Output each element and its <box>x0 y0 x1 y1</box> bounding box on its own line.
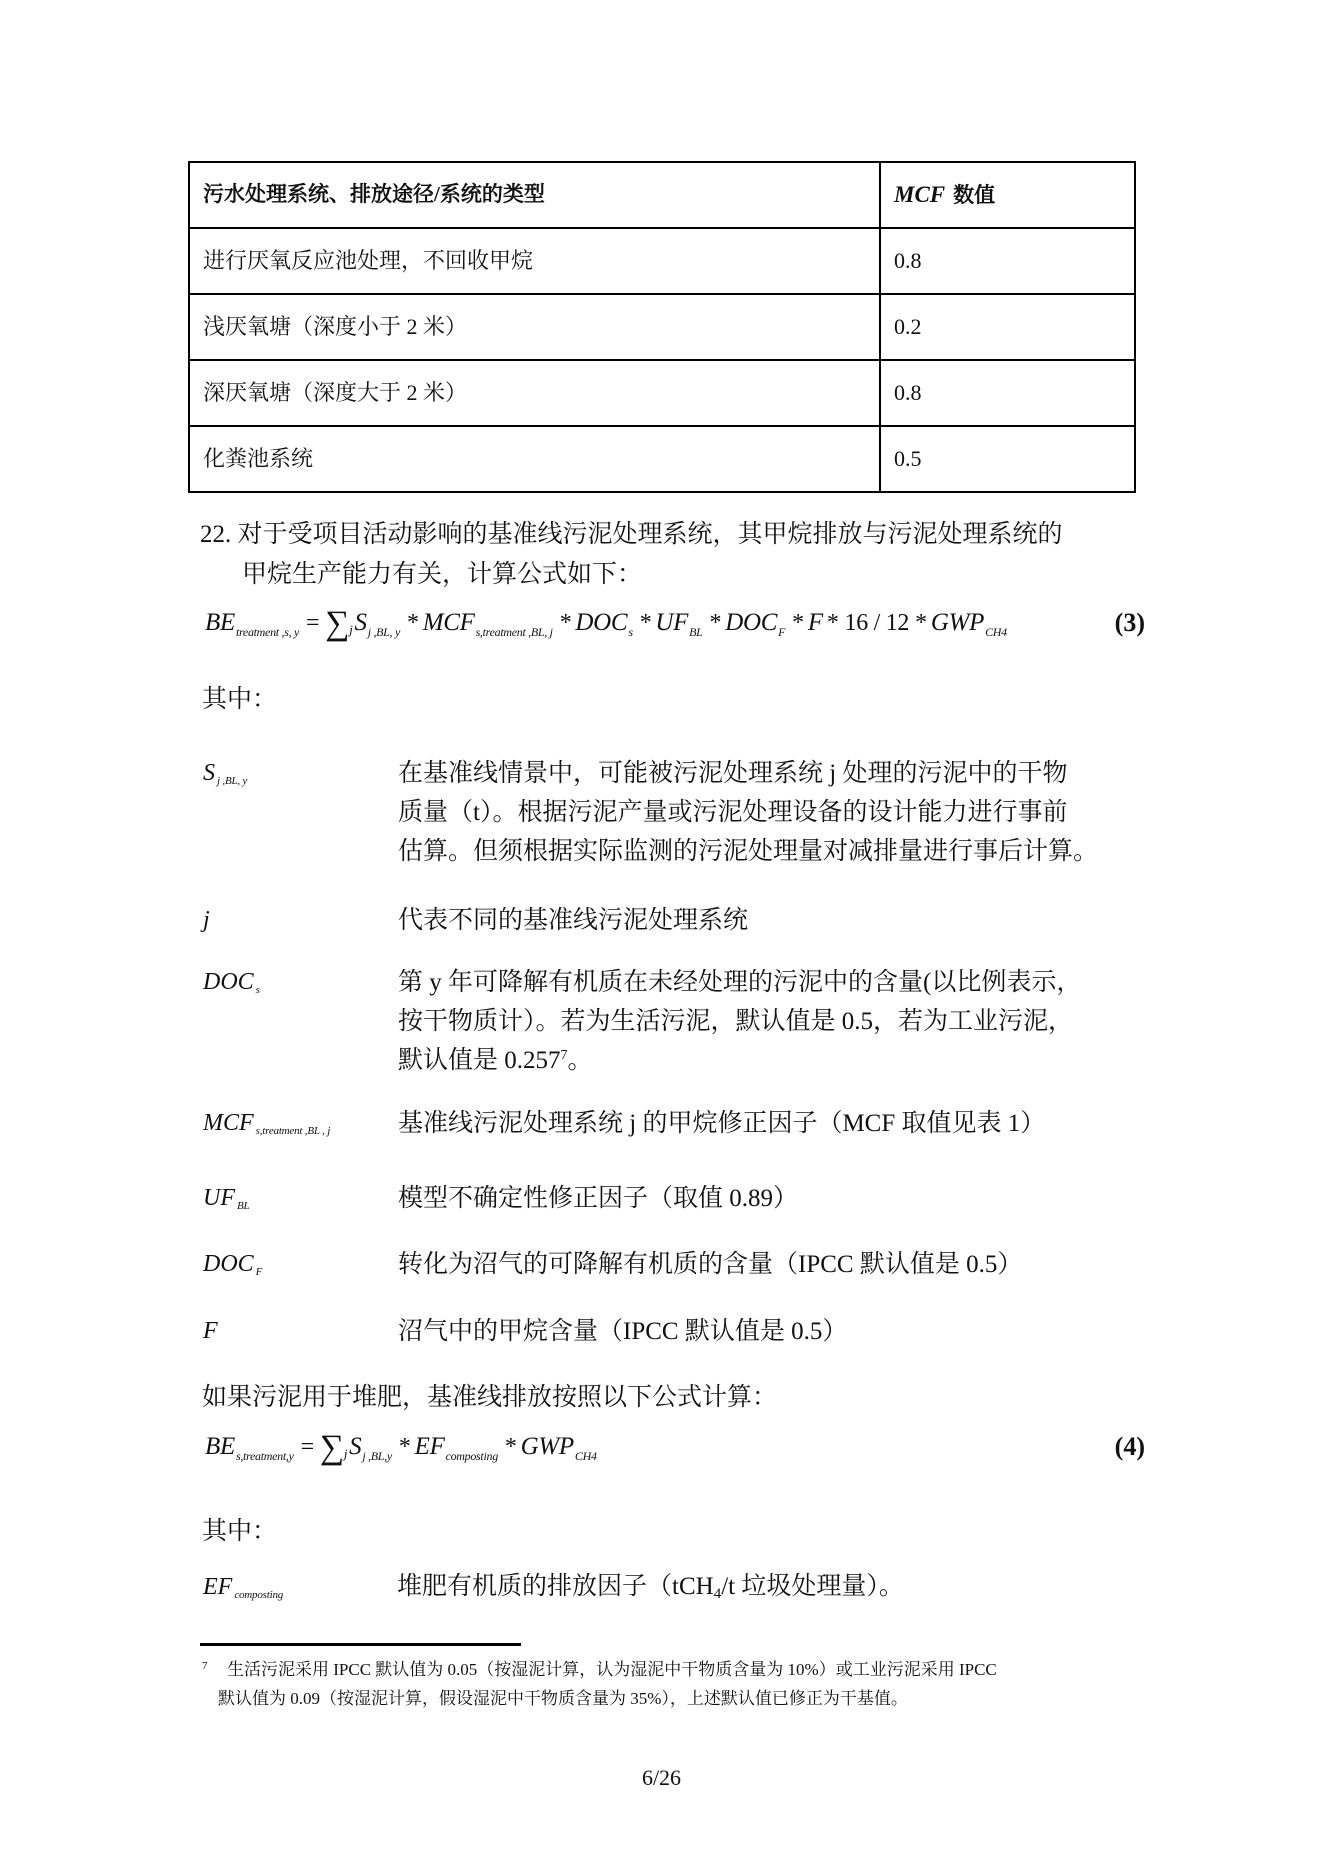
math-operator: * <box>826 610 839 636</box>
def-line: 质量（t）。根据污泥产量或污泥处理设备的设计能力进行事前 <box>398 799 1068 826</box>
math-symbol: UF <box>203 1185 235 1211</box>
footnote-line1-row: 7 生活污泥采用 IPCC 默认值为 0.05（按湿泥计算，认为湿泥中干物质含量为 10%）或工业污泥采用 IPCC <box>202 1660 997 1679</box>
table-row <box>189 360 1135 426</box>
math-symbol: DOC <box>203 1251 254 1277</box>
page-number: 6/26 <box>641 1765 682 1790</box>
header-mcf-value <box>880 162 1135 228</box>
math-symbol: S <box>354 609 367 636</box>
math-symbol: F <box>203 1318 218 1344</box>
math-subscript: CH4 <box>985 625 1007 639</box>
row-value: 0.5 <box>880 426 1135 492</box>
math-operator: = <box>306 610 320 636</box>
sigma-glyph: ∑ <box>319 1429 344 1466</box>
header-mcf-symbol: MCF <box>894 182 946 208</box>
math-subscript: CH4 <box>574 1449 597 1463</box>
math-symbol: S <box>203 760 215 786</box>
row-value: 0.8 <box>880 360 1135 426</box>
def-text-docs <box>398 963 1143 1080</box>
math-subscript: composting <box>234 1589 284 1601</box>
sigma-glyph: ∑ <box>325 605 350 642</box>
sigma-symbol <box>325 605 353 645</box>
math-operator: * <box>398 1434 411 1460</box>
math-operator: * <box>406 610 419 636</box>
math-symbol: EF <box>414 1433 445 1460</box>
formula-3 <box>205 605 1010 645</box>
math-subscript: BL <box>689 625 703 639</box>
mcf-table <box>188 161 1136 493</box>
math-symbol: EF <box>203 1574 233 1600</box>
row-type: 浅厌氧塘（深度小于 2 米） <box>189 294 880 360</box>
math-symbol: MCF <box>203 1110 254 1136</box>
def-text-docf <box>398 1245 1143 1284</box>
composting-intro: 如果污泥用于堆肥，基准线排放按照以下公式计算： <box>202 1384 778 1411</box>
def-line-text: 堆肥有机质的排放因子（tCH <box>397 1573 714 1600</box>
row-type: 化粪池系统 <box>189 426 880 492</box>
def-symbol-s <box>203 758 247 788</box>
formula-4-row <box>205 1429 1145 1488</box>
def-symbol-ef <box>203 1572 283 1602</box>
math-subscript: s <box>255 984 260 996</box>
header-type: 污水处理系统、排放途径/系统的类型 <box>189 162 880 228</box>
formula-4 <box>205 1429 600 1469</box>
def-line: 按干物质计）。若为生活污泥，默认值是 0.5，若为工业污泥， <box>398 1008 1074 1035</box>
math-subscript: treatment ,s, y <box>235 625 299 639</box>
math-symbol: S <box>349 1433 362 1460</box>
math-subscript: s,treatment ,BL, j <box>475 625 553 639</box>
def-symbol-mcf <box>203 1108 330 1138</box>
def-symbol-f <box>203 1316 218 1346</box>
paragraph-text: 对于受项目活动影响的基准线污泥处理系统，其甲烷排放与污泥处理系统的 <box>237 521 1063 548</box>
row-type: 深厌氧塘（深度大于 2 米） <box>189 360 880 426</box>
paragraph-22-line1 <box>200 520 1063 550</box>
def-text-s <box>398 754 1143 871</box>
paragraph-22-line2: 甲烷生产能力有关，计算公式如下： <box>242 561 643 588</box>
math-operator: * <box>792 610 804 636</box>
math-operator: * <box>639 610 652 636</box>
def-line: 转化为沼气的可降解有机质的含量（IPCC 默认值是 0.5） <box>398 1251 1023 1278</box>
math-subscript: j ,BL,y <box>362 1449 392 1463</box>
math-subscript: s,treatment,y <box>235 1449 294 1463</box>
math-operator: * <box>709 610 722 636</box>
math-symbol: j <box>203 907 210 933</box>
math-subscript: BL <box>237 1200 250 1212</box>
math-symbol: GWP <box>520 1433 574 1460</box>
table-row <box>189 426 1135 492</box>
math-subscript: F <box>778 625 786 639</box>
sigma-index: j <box>349 622 353 637</box>
math-operator: = <box>300 1434 314 1460</box>
def-line-tail: /t 垃圾处理量）。 <box>721 1573 904 1600</box>
def-symbol-docf <box>203 1249 262 1279</box>
header-value-label: 数值 <box>953 183 996 208</box>
chemical-subscript: 4 <box>713 1586 722 1602</box>
def-text-uf <box>398 1179 1143 1218</box>
where-label: 其中： <box>202 686 278 713</box>
math-operator: * <box>559 610 572 636</box>
math-subscript: j ,BL, y <box>217 775 248 787</box>
row-type: 进行厌氧反应池处理，不回收甲烷 <box>189 228 880 294</box>
math-subscript: s,treatment ,BL , j <box>255 1125 331 1137</box>
math-symbol: DOC <box>725 609 778 636</box>
math-symbol: MCF <box>422 609 475 636</box>
sigma-symbol <box>319 1429 348 1469</box>
math-number: 16 / 12 <box>844 610 910 636</box>
sigma-index: j <box>343 1446 348 1461</box>
def-line: 基准线污泥处理系统 j 的甲烷修正因子（MCF 取值见表 1） <box>398 1110 1046 1137</box>
footnote-line2: 默认值为 0.09（按湿泥计算，假设湿泥中干物质含量为 35%），上述默认值已修正为干基值。 <box>218 1689 908 1708</box>
formula-3-row <box>205 605 1145 664</box>
math-subscript: F <box>255 1266 263 1278</box>
def-text-ef <box>397 1567 1142 1606</box>
math-symbol: BE <box>205 1433 235 1460</box>
footnote-ref[interactable]: 7 <box>560 1048 568 1063</box>
def-line-tail: 。 <box>567 1047 593 1074</box>
def-line <box>397 1567 1142 1606</box>
math-symbol: DOC <box>575 609 628 636</box>
math-subscript: j ,BL, y <box>367 625 400 639</box>
def-line: 第 y 年可降解有机质在未经处理的污泥中的含量(以比例表示， <box>398 969 1082 996</box>
footnote-line1: 生活污泥采用 IPCC 默认值为 0.05（按湿泥计算，认为湿泥中干物质含量为 10%）或工业污泥采用 IPCC <box>227 1660 997 1679</box>
math-subscript: composting <box>445 1449 498 1463</box>
table-row <box>189 294 1135 360</box>
def-line: 在基准线情景中，可能被污泥处理系统 j 处理的污泥中的干物 <box>398 760 1068 787</box>
def-line: 代表不同的基准线污泥处理系统 <box>398 907 749 934</box>
math-operator: * <box>915 610 927 636</box>
math-symbol: DOC <box>203 969 254 995</box>
math-operator: * <box>504 1434 517 1460</box>
footnote-divider <box>200 1643 521 1646</box>
math-symbol: BE <box>205 609 235 636</box>
math-symbol: UF <box>655 609 689 636</box>
def-line-text: 默认值是 0.257 <box>398 1047 561 1074</box>
def-line: 沼气中的甲烷含量（IPCC 默认值是 0.5） <box>398 1318 848 1345</box>
equation-number-4: (4) <box>1114 1432 1145 1461</box>
def-line <box>398 1041 1143 1080</box>
table-header-row <box>189 162 1135 228</box>
paragraph-number: 22. <box>200 521 232 548</box>
def-text-mcf <box>398 1104 1143 1143</box>
equation-number-3: (3) <box>1114 608 1145 637</box>
def-line: 估算。但须根据实际监测的污泥处理量对减排量进行事后计算。 <box>398 838 1099 865</box>
table-row <box>189 228 1135 294</box>
row-value: 0.8 <box>880 228 1135 294</box>
math-symbol: GWP <box>930 609 985 636</box>
math-symbol: F <box>807 609 823 636</box>
def-text-f <box>398 1312 1143 1351</box>
def-text-j <box>398 901 1143 940</box>
def-line: 模型不确定性修正因子（取值 0.89） <box>398 1185 799 1212</box>
math-subscript: s <box>628 625 633 639</box>
where-label-2: 其中： <box>202 1518 278 1545</box>
def-symbol-uf <box>203 1183 249 1213</box>
def-symbol-docs <box>203 967 260 997</box>
row-value: 0.2 <box>880 294 1135 360</box>
def-symbol-j <box>203 905 210 935</box>
